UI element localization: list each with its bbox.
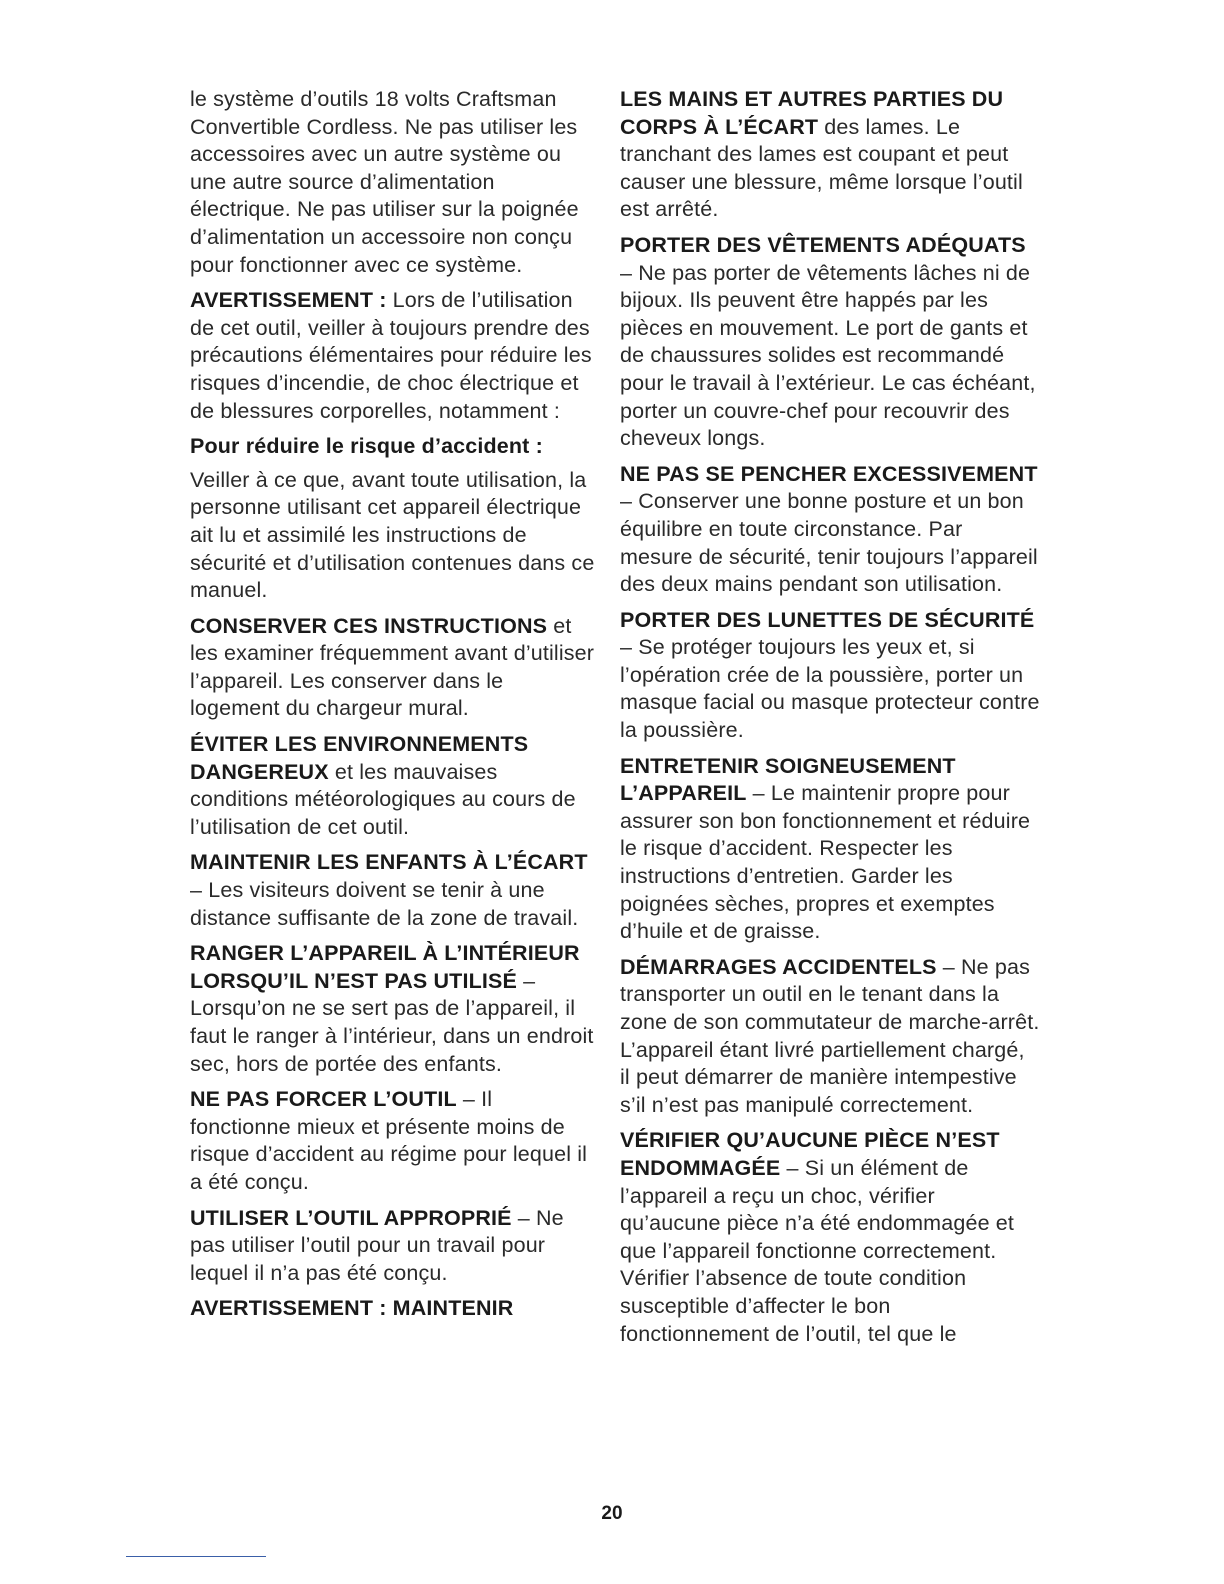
paragraph-heading: RANGER L’APPAREIL À L’INTÉRIEUR LORSQU’IL N’EST PAS UTILISÉ	[190, 941, 580, 993]
paragraph-check-damaged-parts	[620, 1127, 1040, 1348]
paragraph-heading: PORTER DES VÊTEMENTS ADÉQUATS	[620, 232, 1026, 257]
paragraph-maintain-tool	[620, 753, 1040, 946]
paragraph-body: – Ne pas transporter un outil en le tenant dans la zone de son commutateur de marche-arrêt. L’appareil étant livré partiellement chargé, il peut démarrer de manière intempestive s’il n’est pas manipulé correctement.	[620, 954, 1040, 1117]
paragraph-heading: UTILISER L’OUTIL APPROPRIÉ	[190, 1205, 512, 1230]
paragraph-keep-instructions	[190, 613, 598, 723]
paragraph-store-indoors	[190, 940, 598, 1078]
paragraph-hands-away	[620, 86, 1040, 224]
paragraph-reduce-risk	[190, 433, 598, 461]
paragraph-do-not-force	[190, 1086, 598, 1196]
paragraph-heading: DÉMARRAGES ACCIDENTELS	[620, 954, 937, 979]
paragraph-keep-children-away	[190, 849, 598, 932]
paragraph-body: – Ne pas porter de vêtements lâches ni de bijoux. Ils peuvent être happés par les pièces en mouvement. Le port de gants et de chaussures solides est recommandé pour le travail à l’extérieur. Le cas échéant, porter un couvre-chef pour recouvrir des cheveux longs.	[620, 260, 1036, 451]
footer-divider	[126, 1556, 266, 1557]
paragraph-avoid-environments	[190, 731, 598, 841]
right-column	[620, 86, 1040, 1356]
paragraph-body: – Se protéger toujours les yeux et, si l’opération crée de la poussière, porter un masque facial ou masque protecteur contre la poussière.	[620, 635, 1040, 743]
page-number: 20	[601, 1503, 623, 1524]
paragraph-system-compatibility	[190, 86, 598, 279]
paragraph-body: – Si un élément de l’appareil a reçu un choc, vérifier qu’aucune pièce n’a été endommagée et que l’appareil fonctionne correctement. Vérifier l’absence de toute condition susceptible d’affecter le bon fonctionnement de l’outil, tel que le	[620, 1155, 1015, 1346]
paragraph-body: – Le maintenir propre pour assurer son bon fonctionnement et réduire le risque d’accident. Respecter les instructions d’entretien. Garder les poignées sèches, propres et exemptes d’huile et de graisse.	[620, 781, 1031, 944]
left-column	[190, 86, 598, 1331]
paragraph-heading: CONSERVER CES INSTRUCTIONS	[190, 613, 548, 638]
paragraph-body: – Lorsqu’on ne se sert pas de l’appareil, il faut le ranger à l’intérieur, dans un endroit sec, hors de portée des enfants.	[190, 968, 594, 1076]
paragraph-heading: NE PAS FORCER L’OUTIL	[190, 1087, 457, 1112]
paragraph-body: – Ne pas utiliser l’outil pour un travail pour lequel il n’a pas été conçu.	[190, 1205, 564, 1285]
paragraph-heading: LES MAINS ET AUTRES PARTIES DU CORPS À L’ÉCART	[620, 87, 1004, 139]
paragraph-accidental-starts	[620, 954, 1040, 1120]
paragraph-body: – Les visiteurs doivent se tenir à une distance suffisante de la zone de travail.	[190, 878, 579, 930]
paragraph-do-not-overreach	[620, 461, 1040, 599]
paragraph-safety-glasses	[620, 607, 1040, 745]
paragraph-body: des lames. Le tranchant des lames est coupant et peut causer une blessure, même lorsque l’outil est arrêté.	[620, 114, 1023, 222]
paragraph-heading: ENTRETENIR SOIGNEUSEMENT L’APPAREIL	[620, 753, 956, 806]
paragraph-warning-general	[190, 287, 598, 425]
paragraph-body: – Il fonctionne mieux et présente moins de risque d’accident au régime pour lequel il a été conçu.	[190, 1087, 588, 1194]
paragraph-body: Lors de l’utilisation de cet outil, veiller à toujours prendre des précautions élémentaires pour réduire les risques d’incendie, de choc électrique et de blessures corporelles, notamment :	[190, 288, 592, 423]
paragraph-warning-keep	[190, 1295, 598, 1323]
paragraph-body: et les mauvaises conditions météorologiques au cours de l’utilisation de cet outil.	[190, 759, 576, 839]
paragraph-heading: PORTER DES LUNETTES DE SÉCURITÉ	[620, 607, 1035, 632]
paragraph-heading: VÉRIFIER QU’AUCUNE PIÈCE N’EST ENDOMMAGÉE	[620, 1128, 1000, 1180]
paragraph-heading: Pour réduire le risque d’accident :	[190, 434, 543, 459]
paragraph-body: le système d’outils 18 volts Craftsman Convertible Cordless. Ne pas utiliser les accessoires avec un autre système ou une autre source d’alimentation électrique. Ne pas utiliser sur la poignée d’alimentation un accessoire non conçu pour fonctionner avec ce système.	[190, 87, 579, 277]
paragraph-body: – Conserver une bonne posture et un bon équilibre en toute circonstance. Par mesure de sécurité, tenir toujours l’appareil des deux mains pendant son utilisation.	[620, 489, 1038, 597]
paragraph-heading: ÉVITER LES ENVIRONNEMENTS DANGEREUX	[190, 732, 529, 784]
paragraph-read-manual	[190, 467, 598, 605]
paragraph-heading: AVERTISSEMENT : MAINTENIR	[190, 1296, 514, 1321]
paragraph-heading: AVERTISSEMENT :	[190, 288, 387, 313]
paragraph-heading: NE PAS SE PENCHER EXCESSIVEMENT	[620, 461, 1038, 486]
paragraph-body: Veiller à ce que, avant toute utilisation, la personne utilisant cet appareil électrique ait lu et assimilé les instructions de sécurité et d’utilisation contenues dans ce manuel.	[190, 467, 595, 603]
paragraph-proper-clothing	[620, 232, 1040, 453]
paragraph-heading: MAINTENIR LES ENFANTS À L’ÉCART	[190, 850, 588, 875]
paragraph-use-right-tool	[190, 1205, 598, 1288]
paragraph-body: et les examiner fréquemment avant d’utiliser l’appareil. Les conserver dans le logement du chargeur mural.	[190, 613, 595, 721]
